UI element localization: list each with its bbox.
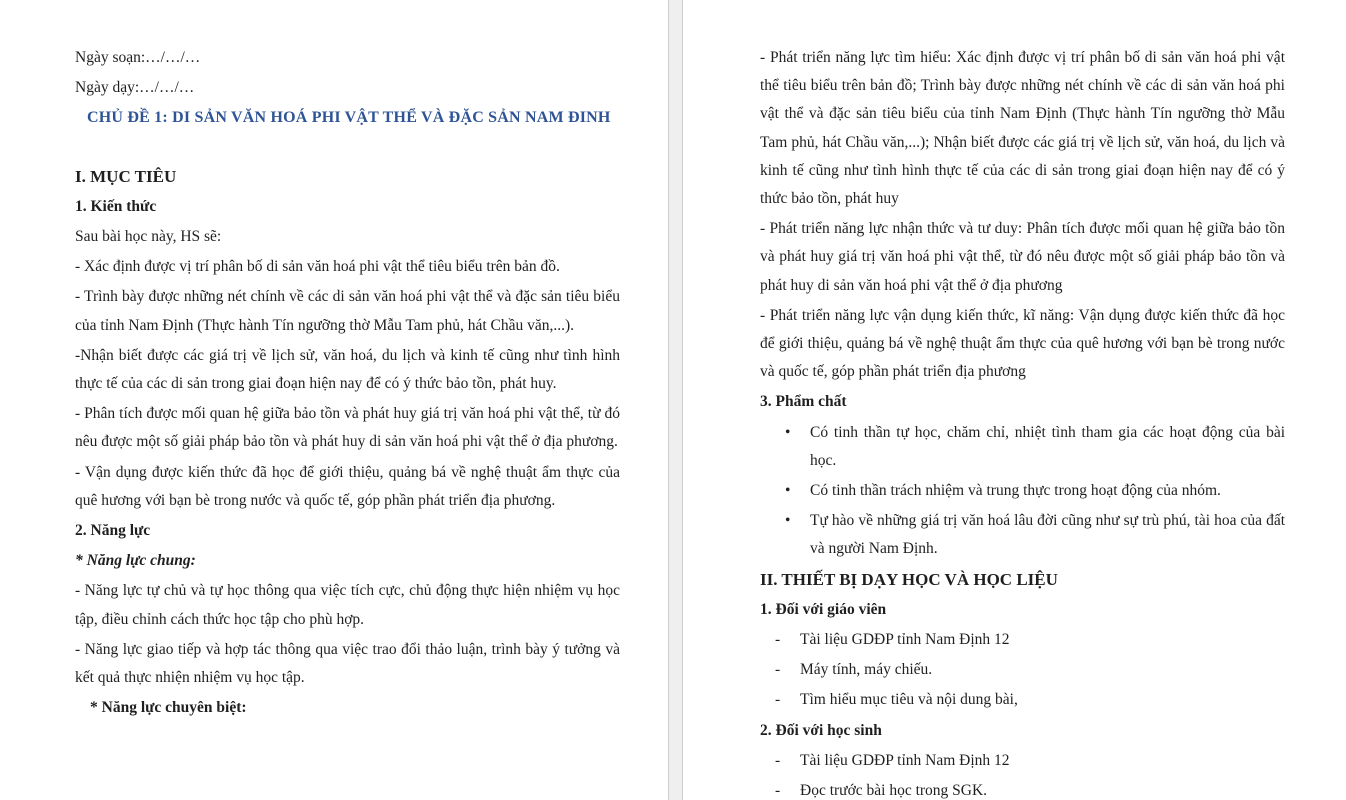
list-item-text: Tìm hiểu mục tiêu và nội dung bài, [800,691,1018,709]
bullet-item [760,477,1285,505]
paragraph: - Năng lực giao tiếp và hợp tác thông qua việc trao đổi thảo luận, trình bày ý tưởng và kết quả thực nhiện nhiệm vụ học tập. [75,640,620,687]
subheading-nang-luc-chung: * Năng lực chung: [75,552,196,570]
paragraph: - Phân tích được mối quan hệ giữa bảo tồn và phát huy giá trị văn hoá phi vật thể, từ đó nêu được một số giải pháp bảo tồn và phát huy di sản văn hoá phi vật thể ở địa phương. [75,405,620,451]
dash-marker: - [775,751,781,769]
bullet-marker: • [785,482,791,500]
bullet-marker: • [785,423,791,441]
list-item-text: Máy tính, máy chiếu. [800,661,933,679]
paragraph: - Trình bày được những nét chính về các di sản văn hoá phi vật thể và đặc sản tiêu biểu của tỉnh Nam Định (Thực hành Tín ngưỡng thờ Mẫu Tam phủ, hát Chầu văn,...). [75,288,620,334]
subsection-pham-chat: 3. Phẩm chất [760,393,847,411]
dash-marker: - [775,691,781,709]
dash-item [760,686,1285,714]
subsection-giao-vien: 1. Đối với giáo viên [760,600,887,618]
list-item-text: Tự hào về những giá trị văn hoá lâu đời cũng như sự trù phú, tài hoa của đất và người Nam Định. [810,512,1285,558]
dash-item [760,747,1285,775]
paragraph: - Phát triển năng lực nhận thức và tư duy: Phân tích được mối quan hệ giữa bảo tồn và phát huy giá trị văn hoá phi vật thể, từ đó nêu được một số giải pháp bảo tồn và phát huy di sản văn hoá phi vật thể ở địa phương [760,220,1285,294]
document-page-2 [683,0,1346,800]
paragraph: Sau bài học này, HS sẽ: [75,228,222,246]
list-item-text: Tài liệu GDĐP tỉnh Nam Định 12 [800,751,1010,769]
date-composed-line: Ngày soạn:…/…/… [75,49,201,66]
paragraph: - Xác định được vị trí phân bố di sản văn hoá phi vật thể tiêu biểu trên bản đồ. [75,258,560,276]
subheading-nang-luc-chuyen-biet: * Năng lực chuyên biệt: [90,699,247,717]
subsection-hoc-sinh: 2. Đối với học sinh [760,721,882,739]
bullet-marker: • [785,512,791,530]
dash-marker: - [775,782,781,800]
topic-title: CHỦ ĐỀ 1: DI SẢN VĂN HOÁ PHI VẬT THỂ VÀ ĐẶC SẢN NAM ĐINH [87,109,611,127]
list-item-text: Có tinh thần tự học, chăm chỉ, nhiệt tình tham gia các hoạt động của bài học. [810,423,1285,469]
dash-marker: - [775,661,781,679]
list-item-text: Đọc trước bài học trong SGK. [800,782,988,800]
list-item-text: Có tinh thần trách nhiệm và trung thực trong hoạt động của nhóm. [810,482,1221,500]
bullet-item [760,419,1285,475]
subsection-kien-thuc: 1. Kiến thức [75,197,157,215]
dash-marker: - [775,631,781,649]
bullet-item [760,507,1285,563]
section-heading-thiet-bi: II. THIẾT BỊ DẠY HỌC VÀ HỌC LIỆU [760,569,1058,589]
page-1-content [75,44,620,722]
document-page-1 [0,0,668,800]
subsection-nang-luc: 2. Năng lực [75,522,151,540]
list-item-text: Tài liệu GDĐP tỉnh Nam Định 12 [800,631,1010,649]
page-divider [668,0,683,800]
paragraph: - Năng lực tự chủ và tự học thông qua việc tích cực, chủ động thực hiện nhiệm vụ học tập, điều chỉnh cách thức học tập cho phù hợp. [75,582,620,628]
dash-item [760,656,1285,684]
paragraph: - Vận dụng được kiến thức đã học để giới thiệu, quảng bá về nghệ thuật ẩm thực của quê hương với bạn bè trong nước và quốc tế, góp phần phát triển địa phương. [75,463,620,509]
page-2-content [760,44,1285,800]
dash-item [760,777,1285,800]
paragraph: - Phát triển năng lực vận dụng kiến thức, kĩ năng: Vận dụng được kiến thức đã học để giới thiệu, quảng bá về nghệ thuật ẩm thực của quê hương với bạn bè trong nước và quốc tế, góp phần phát triển địa phương [760,306,1285,381]
date-taught-line: Ngày dạy:…/…/… [75,79,195,97]
dash-item [760,626,1285,654]
paragraph: -Nhận biết được các giá trị về lịch sử, văn hoá, du lịch và kinh tế cũng như tình hình thực tế của các di sản trong giai đoạn hiện nay để có ý thức bảo tồn, phát huy. [75,346,620,393]
section-heading-muc-tieu: I. MỤC TIÊU [75,166,177,186]
paragraph: - Phát triển năng lực tìm hiểu: Xác định được vị trí phân bố di sản văn hoá phi vật thể tiêu biểu trên bản đồ; Trình bày được những nét chính về các di sản văn hoá phi vật thể và đặc sản tiêu biểu của tỉnh Nam Định (Thực hành Tín ngưỡng thờ Mẫu Tam phủ, hát Chầu văn,...); Nhận biết được các giá trị về lịch sử, văn hoá, du lịch và kinh tế cũng như tình hình thực tế của các di sản trong giai đoạn hiện nay để có ý thức bảo tồn, phát huy [760,49,1285,208]
